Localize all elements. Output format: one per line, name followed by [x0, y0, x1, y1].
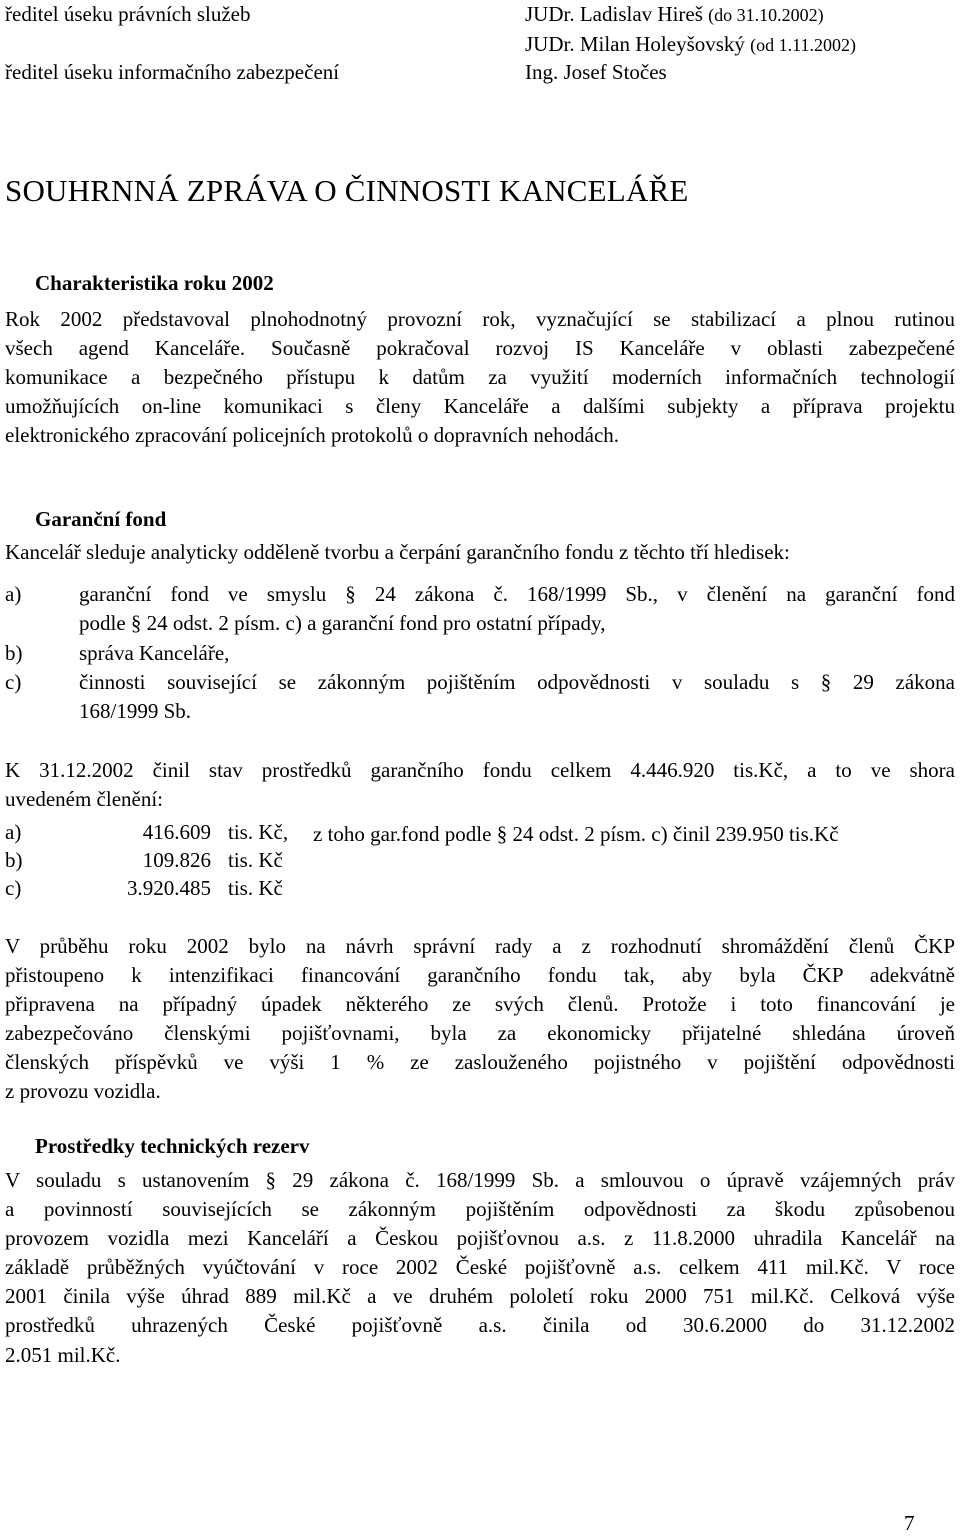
- list-item: [0, 668, 960, 726]
- paragraph-line: přistoupeno k intenzifikaci financování garančního fondu tak, aby byla ČKP adekvátně: [5, 963, 955, 987]
- paragraph-line: základě průběžných vyúčtování v roce 2002 České pojišťovně a.s. celkem 411 mil.Kč. V roce: [5, 1255, 955, 1279]
- header-name-text: JUDr. Milan Holeyšovský: [525, 32, 745, 56]
- paragraph-line: komunikace a bezpečného přístupu k datům za využití moderních informačních technologií: [5, 365, 955, 389]
- paragraph-line: zabezpečováno členskými pojišťovnami, byla za ekonomicky přijatelné shledána úroveň: [5, 1021, 955, 1045]
- list-item-text: garanční fond ve smyslu § 24 zákona č. 168/1999 Sb., v členění na garanční fond: [79, 582, 955, 606]
- header-role-legal: ředitel úseku právních služeb: [5, 2, 251, 26]
- amount-value: 3.920.485: [127, 876, 211, 900]
- header-name-holeysovsky: [525, 32, 856, 57]
- amount-value: 416.609: [142, 820, 211, 844]
- header-date-note: (do 31.10.2002): [708, 5, 824, 25]
- amount-unit: tis. Kč,: [228, 820, 289, 844]
- paragraph-line: všech agend Kanceláře. Současně pokračoval rozvoj IS Kanceláře v oblasti zabezpečené: [5, 336, 955, 360]
- section-heading-characteristics: Charakteristika roku 2002: [35, 271, 274, 295]
- page-number: 7: [904, 1511, 915, 1535]
- list-item-text: 168/1999 Sb.: [79, 699, 192, 723]
- header-date-note: (od 1.11.2002): [750, 35, 856, 55]
- report-title: SOUHRNNÁ ZPRÁVA O ČINNOSTI KANCELÁŘE: [5, 173, 689, 208]
- list-item: [0, 639, 960, 668]
- paragraph-line: umožňujících on-line komunikaci s členy Kanceláře a dalšími subjekty a příprava projektu: [5, 394, 955, 418]
- paragraph-line: V průběhu roku 2002 bylo na návrh správní rady a z rozhodnutí shromáždění členů ČKP: [5, 934, 955, 958]
- paragraph-line: 2001 činila výše úhrad 889 mil.Kč a ve druhém pololetí roku 2000 751 mil.Kč. Celková výše: [5, 1284, 955, 1308]
- paragraph-line: připravena na případný úpadek některého ze svých členů. Protože i toto financování je: [5, 992, 955, 1016]
- list-item-text: činnosti související se zákonným pojištěním odpovědnosti v souladu s § 29 zákona: [79, 670, 955, 694]
- list-item-label: b): [5, 641, 23, 665]
- list-item-text: správa Kanceláře,: [79, 641, 230, 665]
- amount-value: 109.826: [142, 848, 211, 872]
- guarantee-fund-intro: Kancelář sleduje analyticky odděleně tvorbu a čerpání garančního fondu z těchto tří hledisek:: [5, 540, 790, 564]
- balance-line: K 31.12.2002 činil stav prostředků garančního fondu celkem 4.446.920 tis.Kč, a to ve shora: [5, 758, 955, 782]
- list-item-label: a): [5, 582, 22, 606]
- section-heading-technical-reserves: Prostředky technických rezerv: [35, 1134, 310, 1158]
- paragraph-line: elektronického zpracování policejních protokolů o dopravních nehodách.: [5, 423, 620, 447]
- paragraph-line: 2.051 mil.Kč.: [5, 1343, 121, 1367]
- header-name-stoces: Ing. Josef Stočes: [525, 60, 667, 84]
- amount-label: a): [5, 820, 22, 844]
- list-item-text: podle § 24 odst. 2 písm. c) a garanční fond pro ostatní případy,: [79, 611, 606, 635]
- header-name-text: JUDr. Ladislav Hireš: [525, 2, 703, 26]
- amount-unit: tis. Kč: [228, 876, 283, 900]
- paragraph-line: Rok 2002 představoval plnohodnotný provozní rok, vyznačující se stabilizací a plnou rutinou: [5, 307, 955, 331]
- header-name-hires: [525, 2, 824, 27]
- paragraph-line: a povinností souvisejících se zákonným pojištěním odpovědnosti za škodu způsobenou: [5, 1197, 955, 1221]
- amount-label: c): [5, 876, 22, 900]
- paragraph-line: členských příspěvků ve výši 1 % ze zaslouženého pojistného v pojištění odpovědnosti: [5, 1050, 955, 1074]
- paragraph-line: prostředků uhrazených České pojišťovně a.s. činila od 30.6.2000 do 31.12.2002: [5, 1313, 955, 1337]
- paragraph-line: z provozu vozidla.: [5, 1079, 161, 1103]
- list-item: [0, 580, 960, 638]
- amount-label: b): [5, 848, 23, 872]
- amount-note: z toho gar.fond podle § 24 odst. 2 písm. c) činil 239.950 tis.Kč: [313, 822, 839, 846]
- header-role-information: ředitel úseku informačního zabezpečení: [5, 60, 340, 84]
- list-item-label: c): [5, 670, 22, 694]
- paragraph-line: provozem vozidla mezi Kanceláří a Českou pojišťovnou a.s. z 11.8.2000 uhradila Kancelář na: [5, 1226, 955, 1250]
- amount-unit: tis. Kč: [228, 848, 283, 872]
- section-heading-guarantee-fund: Garanční fond: [35, 507, 167, 531]
- paragraph-line: V souladu s ustanovením § 29 zákona č. 168/1999 Sb. a smlouvou o úpravě vzájemných práv: [5, 1168, 955, 1192]
- balance-line: uvedeném členění:: [5, 787, 164, 811]
